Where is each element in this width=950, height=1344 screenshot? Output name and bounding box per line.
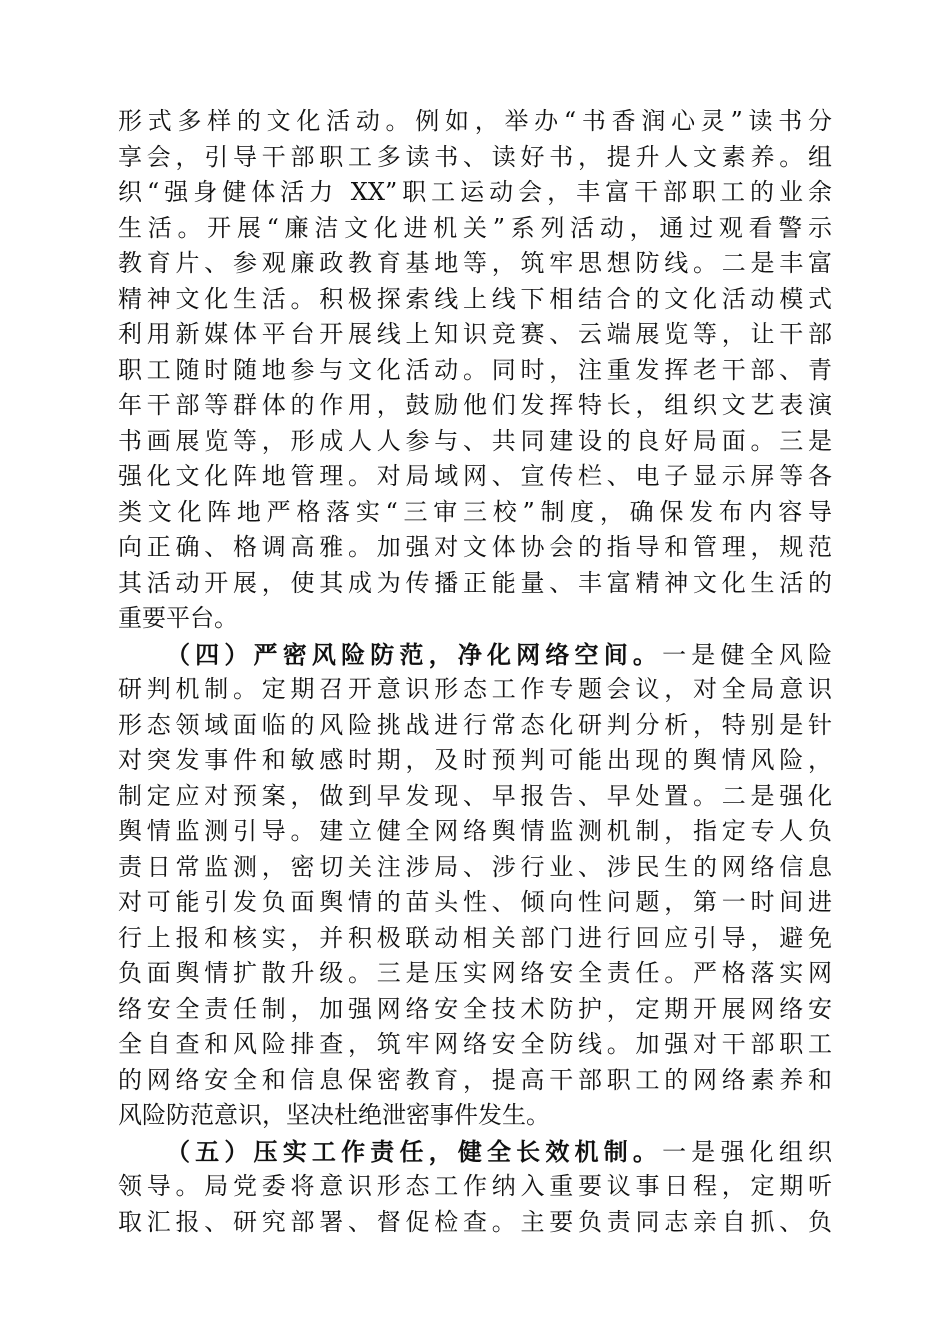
section-heading-line [118, 637, 832, 673]
text-line: 全自查和风险排查，筑牢网络安全防线。加强对干部职工 [118, 1030, 832, 1058]
text-line: 领导。局党委将意识形态工作纳入重要议事日程，定期听 [118, 1172, 832, 1200]
paragraph-work-responsibility [118, 1134, 832, 1241]
text-line: 精神文化生活。积极探索线上线下相结合的文化活动模式 [118, 284, 832, 313]
text-line: 职工随时随地参与文化活动。同时，注重发挥老干部、青 [118, 355, 832, 384]
text-line: 形态领域面临的风险挑战进行常态化研判分析，特别是针 [118, 710, 832, 739]
section-heading: （五）压实工作责任，健全长效机制。 [166, 1136, 663, 1166]
text-line: 风险防范意识，坚决杜绝泄密事件发生。 [118, 1101, 550, 1129]
text-line: 对突发事件和敏感时期，及时预判可能出现的舆情风险， [118, 746, 832, 774]
text-line: 形式多样的文化活动。例如，举办“书香润心灵”读书分 [118, 107, 832, 135]
text-line: 络安全责任制，加强网络安全技术防护，定期开展网络安 [118, 994, 832, 1023]
text-line: 向正确、格调高雅。加强对文体协会的指导和管理，规范 [118, 533, 832, 561]
paragraph-risk-prevention [118, 637, 832, 1134]
text-line: 制定应对预案，做到早发现、早报告、早处置。二是强化 [118, 781, 832, 810]
text-line: 教育片、参观廉政教育基地等，筑牢思想防线。二是丰富 [118, 249, 832, 277]
text-line: 负面舆情扩散升级。三是压实网络安全责任。严格落实网 [118, 959, 832, 987]
paragraph-culture [118, 104, 832, 637]
text-line: 年干部等群体的作用，鼓励他们发挥特长，组织文艺表演 [118, 391, 832, 419]
text-line: 生活。开展“廉洁文化进机关”系列活动，通过观看警示 [118, 213, 832, 242]
text-line: 对可能引发负面舆情的苗头性、倾向性问题，第一时间进 [118, 888, 832, 916]
text-line: 利用新媒体平台开展线上知识竞赛、云端展览等，让干部 [118, 320, 832, 348]
document-page [118, 104, 832, 1240]
text-line: 织“强身健体活力 XX”职工运动会，丰富干部职工的业余 [118, 178, 832, 206]
text-line: 行上报和核实，并积极联动相关部门进行回应引导，避免 [118, 923, 832, 952]
heading-line-text: 一是健全风险 [662, 640, 833, 669]
text-line: 重要平台。 [118, 604, 238, 632]
text-line: 研判机制。定期召开意识形态工作专题会议，对全局意识 [118, 675, 832, 703]
text-line: 的网络安全和信息保密教育，提高干部职工的网络素养和 [118, 1065, 832, 1094]
text-line: 享会，引导干部职工多读书、读好书，提升人文素养。组 [118, 142, 832, 171]
text-line: 舆情监测引导。建立健全网络舆情监测机制，指定专人负 [118, 817, 832, 845]
text-line: 取汇报、研究部署、督促检查。主要负责同志亲自抓、负 [118, 1207, 832, 1236]
text-line: 责日常监测，密切关注涉局、涉行业、涉民生的网络信息 [118, 852, 832, 881]
text-line: 书画展览等，形成人人参与、共同建设的良好局面。三是 [118, 426, 832, 455]
text-line: 强化文化阵地管理。对局域网、宣传栏、电子显示屏等各 [118, 462, 832, 490]
section-heading-line [118, 1134, 832, 1170]
text-line: 其活动开展，使其成为传播正能量、丰富精神文化生活的 [118, 568, 832, 597]
heading-line-text: 一是强化组织 [662, 1137, 833, 1166]
text-line: 类文化阵地严格落实“三审三校”制度，确保发布内容导 [118, 497, 832, 526]
section-heading: （四）严密风险防范，净化网络空间。 [166, 639, 663, 669]
